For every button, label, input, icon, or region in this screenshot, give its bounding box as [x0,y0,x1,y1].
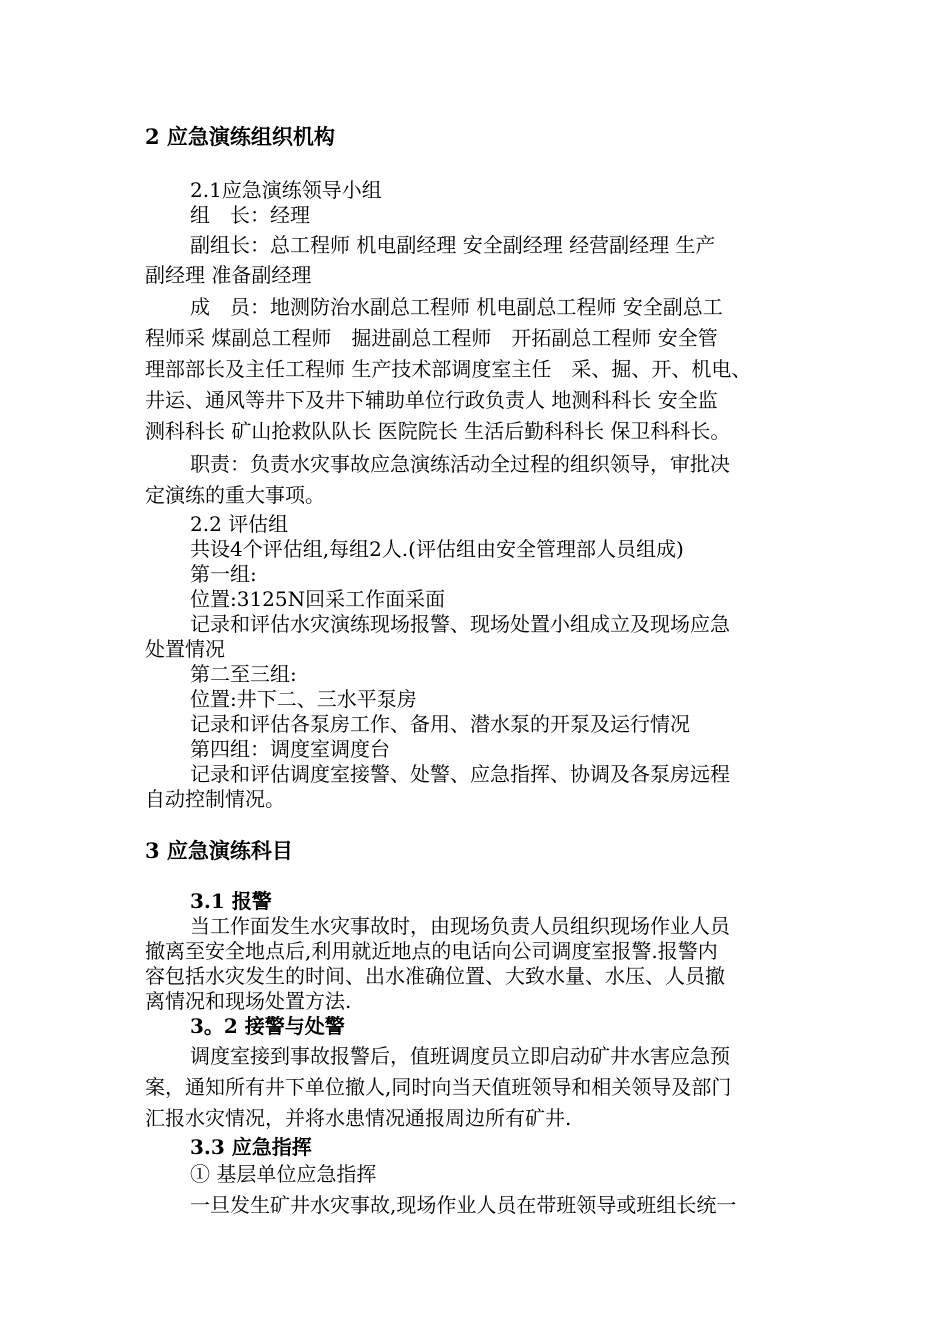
item-1-title: ① 基层单位应急指挥 [190,1162,377,1186]
section-3-heading: 3 应急演练科目 [145,838,293,863]
para-3-1-line-2: 撤离至安全地点后,利用就近地点的电话向公司调度室报警.报警内 [145,939,718,963]
members-line-2: 程师采 煤副总工程师 掘进副总工程师 开拓副总工程师 安全管 [145,326,718,350]
members-line-4: 井运、通风等井下及井下辅助单位行政负责人 地测科科长 安全监 [145,388,718,412]
para-3-2-line-1: 调度室接到事故报警后，值班调度员立即启动矿井水害应急预 [190,1044,730,1068]
para-3-2-line-2: 案，通知所有井下单位撤人,同时向当天值班领导和相关领导及部门 [145,1075,732,1099]
para-3-2-line-3: 汇报水灾情况，并将水患情况通报周边所有矿井. [145,1106,572,1130]
group-2-3-task: 记录和评估各泵房工作、备用、潜水泵的开泵及运行情况 [190,712,690,736]
subsection-3-1-title: 3.1 报警 [190,889,272,913]
duty-line-2: 定演练的重大事项。 [145,483,325,507]
group-4-title: 第四组：调度室调度台 [190,737,390,761]
section-2-heading: 2 应急演练组织机构 [145,124,335,149]
group-2-3-location: 位置:井下二、三水平泵房 [190,687,417,711]
group-4-task-line-2: 自动控制情况。 [145,787,285,811]
group-2-3-title: 第二至三组: [190,662,297,686]
subsection-2-2-title: 2.2 评估组 [190,512,289,536]
group-4-task-line-1: 记录和评估调度室接警、处警、应急指挥、协调及各泵房远程 [190,762,730,786]
members-line-1: 成 员：地测防治水副总工程师 机电副总工程师 安全副总工 [190,295,723,319]
vice-leader-line-2: 副经理 准备副经理 [145,263,312,287]
duty-line-1: 职责：负责水灾事故应急演练活动全过程的组织领导，审批决 [190,452,730,476]
para-3-1-line-1: 当工作面发生水灾事故时，由现场负责人员组织现场作业人员 [190,914,730,938]
para-3-1-line-3: 容包括水灾发生的时间、出水准确位置、大致水量、水压、人员撤 [145,964,725,988]
leader-line: 组 长：经理 [190,203,310,227]
vice-leader-line-1: 副组长：总工程师 机电副经理 安全副经理 经营副经理 生产 [190,233,716,257]
members-line-3: 理部部长及主任工程师 生产技术部调度室主任 采、掘、开、机电、 [145,357,752,381]
group-1-task-line-2: 处置情况 [145,637,225,661]
group-1-title: 第一组: [190,562,257,586]
subsection-3-2-title: 3。2 接警与处警 [190,1014,345,1038]
groups-description: 共设4个评估组,每组2人.(评估组由安全管理部人员组成) [190,537,684,561]
subsection-3-3-title: 3.3 应急指挥 [190,1135,312,1159]
para-3-1-line-4: 离情况和现场处置方法. [145,989,352,1013]
subsection-2-1-title: 2.1应急演练领导小组 [190,178,382,202]
para-3-3-line-1: 一旦发生矿井水灾事故,现场作业人员在带班领导或班组长统一 [190,1193,737,1217]
group-1-task-line-1: 记录和评估水灾演练现场报警、现场处置小组成立及现场应急 [190,612,730,636]
members-line-5: 测科科长 矿山抢救队队长 医院院长 生活后勤科科长 保卫科科长。 [145,419,731,443]
group-1-location: 位置:3125N回采工作面采面 [190,587,446,611]
